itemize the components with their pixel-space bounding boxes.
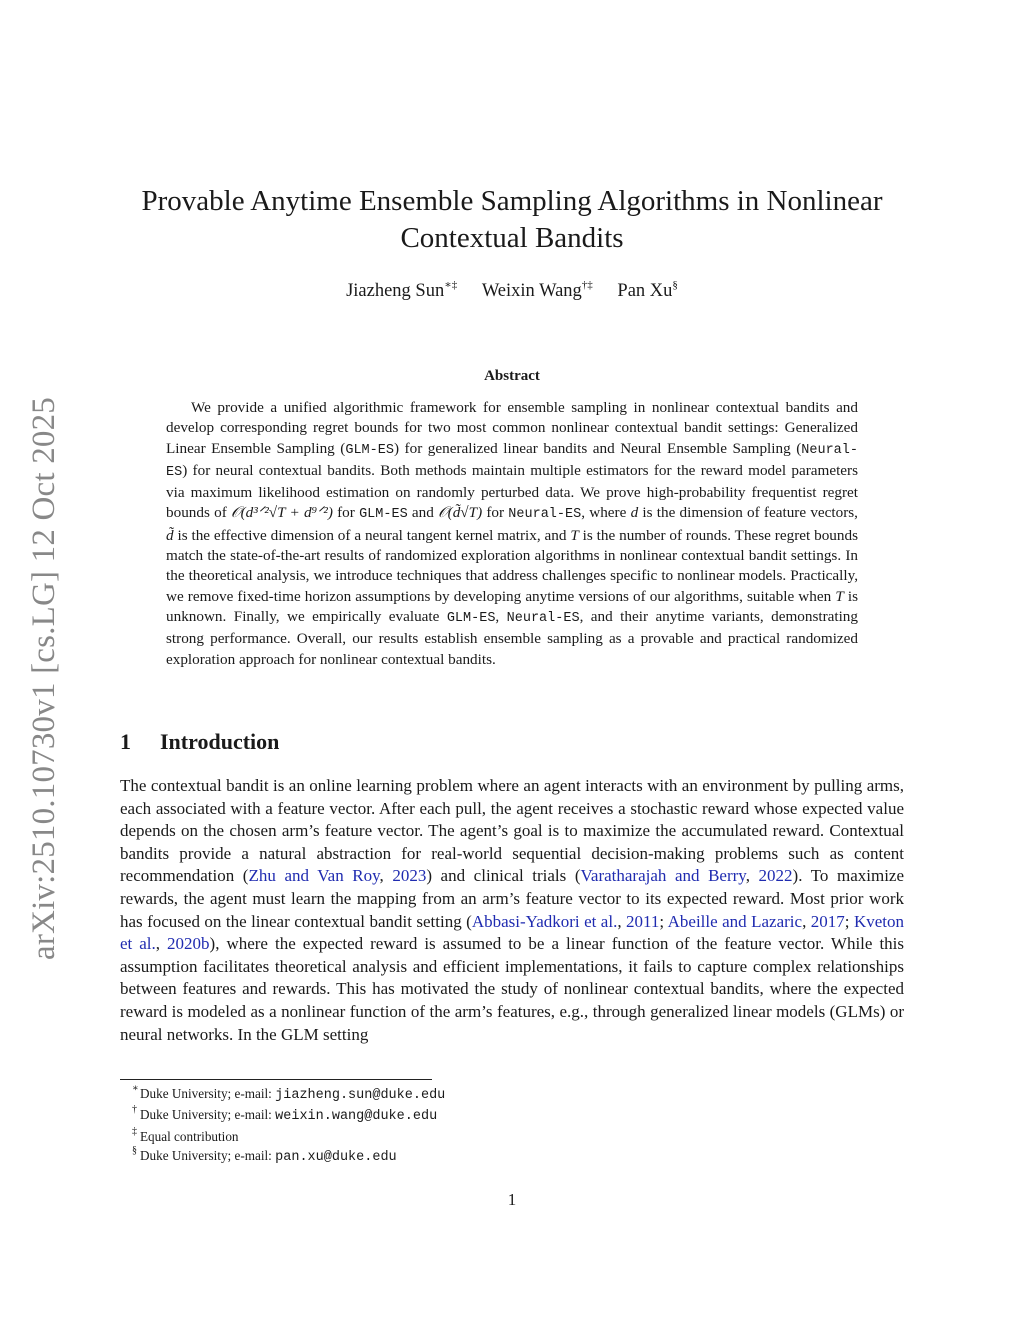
section-number: 1 [120, 729, 131, 754]
footnote-4: § Duke University; e-mail: pan.xu@duke.edu [132, 1145, 397, 1166]
footnote-rule [120, 1079, 432, 1080]
author-list [100, 281, 924, 302]
abstract-body [166, 398, 858, 670]
regret-bound-glm: 𝒪(d³ᐟ²√T + d⁹ᐟ²) [231, 504, 333, 522]
abstract-paragraph: We provide a unified algorithmic framework for ensemble sampling in nonlinear contextual bandits and develop corresponding regret bounds for two most common nonlinear contextual bandit settings: Generalized Linear Ensemble Sampling (GLM-ES) for generalized linear bandits and Neural Ensemble Sampling (Neural-ES) for neural contextual bandits. Both methods maintain multiple estimators for the reward model parameters via maximum likelihood estimation on randomly perturbed data. We prove high-probability frequentist regret bounds of 𝒪(d³ᐟ²√T + d⁹ᐟ²) for GLM-ES and 𝒪(d̃√T) for Neural-ES, where d is the dimension of feature vectors, d̃ is the effective dimension of a neural tangent kernel matrix, and T is the number of rounds. These regret bounds match the state-of-the-art results of randomized exploration algorithms in nonlinear contextual bandit settings. In the theoretical analysis, we introduce techniques that address challenges specific to nonlinear models. Practically, we remove fixed-time horizon assumptions by developing anytime versions of our algorithms, suitable when T is unknown. Finally, we empirically evaluate GLM-ES, Neural-ES, and their anytime variants, demonstrating strong performance. Overall, our results establish ensemble sampling as a provable and practical randomized exploration approach for nonlinear contextual bandits. [166, 399, 858, 668]
section-title: Introduction [160, 729, 280, 754]
footnote-3: ‡ Equal contribution [132, 1125, 239, 1144]
arxiv-identifier-stamp: arXiv:2510.10730v1 [cs.LG] 12 Oct 2025 [26, 396, 62, 960]
citation-kveton-2020b[interactable]: Kveton et al., 2020b [120, 911, 904, 954]
citation-abbasi-yadkori-2011[interactable]: Abbasi-Yadkori et al., 2011 [471, 911, 660, 931]
introduction-paragraph: The contextual bandit is an online learning problem where an agent interacts with an environment by pulling arms, each associated with a feature vector. After each pull, the agent receives a stochastic reward whose expected value depends on the chosen arm’s feature vector. The agent’s goal is to maximize the accumulated reward. Contextual bandits provide a natural abstraction for real-world sequential decision-making problems such as content recommendation (Zhu and Van Roy, 2023) and clinical trials (Varatharajah and Berry, 2022). To maximize rewards, the agent must learn the mapping from an arm’s feature vector to its expected reward. Most prior work has focused on the linear contextual bandit setting (Abbasi-Yadkori et al., 2011; Abeille and Lazaric, 2017; Kveton et al., 2020b), where the expected reward is assumed to be a linear function of the feature vector. While this assumption facilitates theoretical analysis and efficient implementations, it fails to capture complex relationships between features and rewards. This has motivated the study of nonlinear contextual bandits, where the expected reward is modeled as a nonlinear function of the arm’s features, e.g., through generalized linear models (GLMs) or neural networks. In the GLM setting [120, 776, 905, 1044]
regret-bound-neural: 𝒪(d̃√T) [438, 504, 483, 522]
abstract-heading: Abstract [484, 368, 540, 384]
footnotes [132, 1083, 446, 1168]
citation-zhu-vanroy-2023[interactable]: Zhu and Van Roy, 2023 [248, 866, 427, 886]
email-link[interactable]: weixin.wang@duke.edu [275, 1109, 438, 1125]
title-line-1: Provable Anytime Ensemble Sampling Algorithms in Nonlinear [141, 185, 883, 217]
introduction-body [120, 775, 904, 1046]
footnote-1: ∗ Duke University; e-mail: jiazheng.sun@duke.edu [132, 1083, 446, 1103]
email-link[interactable]: pan.xu@duke.edu [275, 1150, 397, 1166]
section-heading-introduction [120, 729, 279, 755]
author-1: Jiazheng Sun∗‡ [346, 279, 458, 301]
footnote-2: † Duke University; e-mail: weixin.wang@duke.edu [132, 1104, 438, 1125]
page-number: 1 [507, 1190, 517, 1209]
author-3: Pan Xu§ [617, 279, 678, 301]
author-2: Weixin Wang†‡ [481, 279, 593, 301]
citation-varatharajah-berry-2022[interactable]: Varatharajah and Berry, 2022 [580, 866, 793, 886]
title-line-2: Contextual Bandits [400, 222, 624, 254]
paper-title [100, 183, 924, 257]
citation-abeille-lazaric-2017[interactable]: Abeille and Lazaric, 2017 [667, 911, 845, 931]
email-link[interactable]: jiazheng.sun@duke.edu [275, 1088, 446, 1103]
